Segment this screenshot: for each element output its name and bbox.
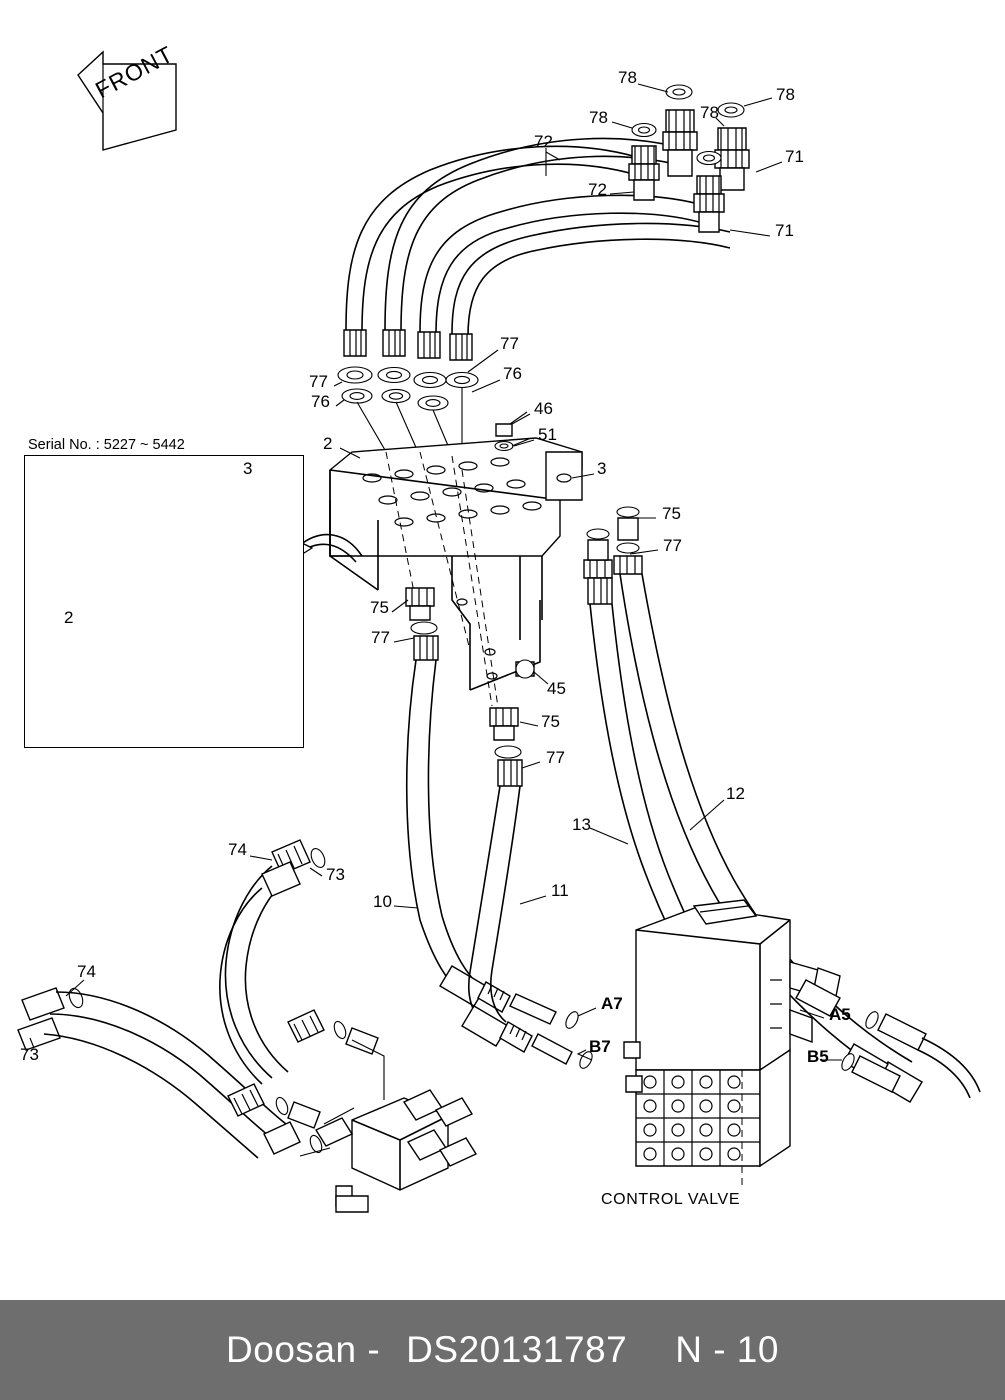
callout-77-e: 77	[546, 748, 565, 767]
callout-71-a: 71	[785, 147, 804, 166]
callout-72-b: 72	[588, 180, 607, 199]
callout-78-b: 78	[776, 85, 795, 104]
callout-11: 11	[551, 881, 569, 900]
callout-71-b: 71	[775, 221, 794, 240]
footer-brand: Doosan -	[226, 1329, 381, 1370]
callout-77-d: 77	[371, 628, 390, 647]
callout-45: 45	[547, 679, 566, 698]
callout-74-a: 74	[228, 840, 247, 859]
callout-75-a: 75	[662, 504, 681, 523]
inset-label-3: 3	[243, 459, 253, 478]
callout-3: 3	[597, 459, 607, 478]
callout-76-a: 76	[503, 364, 522, 383]
callout-73-a: 73	[326, 865, 345, 884]
hose-end-fittings-right	[629, 85, 749, 232]
port-label-a5: A5	[829, 1005, 851, 1024]
inset-label-2: 2	[64, 608, 74, 627]
inset-frame	[24, 455, 304, 748]
inset-caption: Serial No. : 5227 ~ 5442	[28, 437, 185, 453]
page-footer	[0, 1300, 1005, 1400]
callout-73-b: 73	[20, 1045, 39, 1064]
callout-46: 46	[534, 399, 553, 418]
callout-78-d: 78	[700, 103, 719, 122]
callout-51: 51	[538, 425, 557, 444]
callout-75-b: 75	[370, 598, 389, 617]
callout-78-a: 78	[618, 68, 637, 87]
callout-72-a: 72	[534, 132, 553, 151]
footer-page-number: N - 10	[675, 1329, 779, 1370]
manifold-block	[316, 1090, 476, 1212]
control-valve-label: CONTROL VALVE	[601, 1191, 741, 1208]
control-valve	[624, 900, 840, 1190]
callout-2: 2	[323, 434, 333, 453]
mounting-bracket	[330, 412, 582, 690]
callout-74-b: 74	[77, 962, 96, 981]
port-label-a7: A7	[601, 994, 623, 1013]
callout-77-a: 77	[500, 334, 519, 353]
lower-left-hose-group	[18, 840, 476, 1212]
right-couplers	[796, 980, 980, 1098]
front-arrow-label: FRONT	[91, 40, 178, 104]
callout-75-c: 75	[541, 712, 560, 731]
callout-76-b: 76	[311, 392, 330, 411]
callout-77-c: 77	[663, 536, 682, 555]
callout-13: 13	[572, 815, 591, 834]
callout-78-c: 78	[589, 108, 608, 127]
footer-part-number: DS20131787	[406, 1329, 628, 1370]
callout-12: 12	[726, 784, 745, 803]
port-label-b7: B7	[589, 1037, 611, 1056]
callout-77-b: 77	[309, 372, 328, 391]
callout-10: 10	[373, 892, 392, 911]
port-label-b5: B5	[807, 1047, 829, 1066]
